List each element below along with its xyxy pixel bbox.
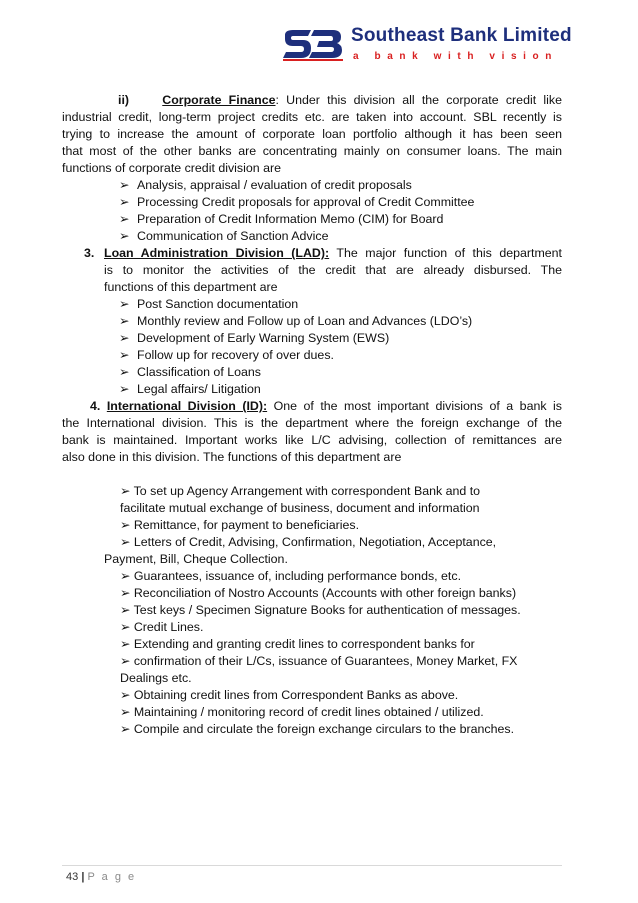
bank-name: Southeast Bank Limited [351, 25, 572, 46]
lad-bullets [76, 296, 562, 398]
lad-heading-line: Loan Administration Division (LAD): The major function of this department [104, 246, 562, 260]
bank-tagline: a bank with vision [353, 51, 558, 62]
arrow-bullet-icon: ➢ [120, 620, 131, 634]
list-item: ➢ Analysis, appraisal / evaluation of credit proposals [119, 178, 412, 192]
arrow-bullet-icon: ➢ [120, 705, 131, 719]
list-item: ➢ Test keys / Specimen Signature Books for authentication of messages. [120, 603, 521, 617]
arrow-bullet-icon: ➢ [119, 178, 130, 192]
page-footer [66, 869, 136, 886]
page-number: 43 [66, 871, 79, 883]
list-item: ➢ Extending and granting credit lines to correspondent banks for [120, 637, 475, 651]
paragraph-line: that most of the other banks are concentrating mainly on consumer loans. The main [62, 144, 562, 158]
paragraph-line: functions of this department are [104, 280, 278, 294]
list-item-continuation: Dealings etc. [120, 671, 192, 685]
paragraph-text: : Under this division all the corporate credit like [275, 93, 562, 107]
list-item: ➢ Credit Lines. [120, 620, 204, 634]
paragraph-line: functions of corporate credit division are [62, 161, 282, 175]
list-item: ➢ Remittance, for payment to beneficiaries. [120, 518, 360, 532]
arrow-bullet-icon: ➢ [120, 586, 131, 600]
list-item: ➢ Preparation of Credit Information Memo (CIM) for Board [119, 212, 444, 226]
list-item: ➢ Legal affairs/ Litigation [119, 382, 261, 396]
arrow-bullet-icon: ➢ [120, 603, 131, 617]
arrow-bullet-icon: ➢ [120, 637, 131, 651]
list-item: ➢ Compile and circulate the foreign exchange circulars to the branches. [120, 722, 515, 736]
arrow-bullet-icon: ➢ [120, 535, 131, 549]
page-body [62, 92, 562, 738]
arrow-bullet-icon: ➢ [120, 722, 131, 736]
arrow-bullet-icon: ➢ [119, 297, 130, 311]
list-item-continuation: Payment, Bill, Cheque Collection. [104, 552, 288, 566]
arrow-bullet-icon: ➢ [119, 314, 130, 328]
list-item: ➢ Communication of Sanction Advice [119, 229, 329, 243]
lad-title: Loan Administration Division (LAD): [104, 246, 330, 260]
list-item: ➢ Monthly review and Follow up of Loan and Advances (LDO’s) [119, 314, 473, 328]
paragraph-line: trying to increase the amount of corporate loan portfolio although it has been seen [62, 127, 562, 141]
list-item: ➢ Processing Credit proposals for approval of Credit Committee [119, 195, 475, 209]
corporate-finance-heading-line [76, 92, 562, 109]
arrow-bullet-icon: ➢ [120, 569, 131, 583]
arrow-bullet-icon: ➢ [119, 195, 130, 209]
list-item: ➢ Guarantees, issuance of, including performance bonds, etc. [120, 569, 462, 583]
footer-separator: | [81, 871, 85, 883]
list-item: ➢ Development of Early Warning System (EWS) [119, 331, 390, 345]
arrow-bullet-icon: ➢ [119, 365, 130, 379]
list-item: ➢ Follow up for recovery of over dues. [119, 348, 334, 362]
intl-title: International Division (ID): [106, 399, 268, 413]
paragraph-line: bank is maintained. Important works like L/C advising, collection of remittances are [62, 433, 562, 447]
paragraph-line: is to monitor the activities of the credit that are already disbursed. The [104, 263, 562, 277]
paragraph-line: the International division. This is the department where the foreign exchange of the [62, 416, 562, 430]
list-item: ➢ confirmation of their L/Cs, issuance of Guarantees, Money Market, FX [120, 654, 518, 668]
list-item: ➢ To set up Agency Arrangement with correspondent Bank and to [120, 484, 481, 498]
arrow-bullet-icon: ➢ [119, 229, 130, 243]
list-item: ➢ Obtaining credit lines from Correspondent Banks as above. [120, 688, 459, 702]
list-item: ➢ Reconciliation of Nostro Accounts (Accounts with other foreign banks) [120, 586, 517, 600]
section-number: 4. [90, 399, 101, 413]
section-number: 3. [84, 246, 95, 260]
list-item: ➢ Post Sanction documentation [119, 297, 299, 311]
paragraph-line: also done in this division. The functions of this department are [62, 450, 402, 464]
arrow-bullet-icon: ➢ [120, 518, 131, 532]
intl-bullets [76, 483, 562, 738]
bank-logo [281, 27, 621, 67]
section-number: ii) [118, 93, 130, 107]
footer-divider [62, 865, 562, 866]
arrow-bullet-icon: ➢ [119, 348, 130, 362]
arrow-bullet-icon: ➢ [120, 654, 131, 668]
page-label: P a g e [87, 871, 137, 883]
arrow-bullet-icon: ➢ [119, 382, 130, 396]
arrow-bullet-icon: ➢ [119, 212, 130, 226]
intl-heading-line: 4. International Division (ID): One of the most important divisions of a bank is [90, 399, 562, 413]
lad-section [76, 245, 562, 296]
list-item: ➢ Classification of Loans [119, 365, 261, 379]
arrow-bullet-icon: ➢ [119, 331, 130, 345]
arrow-bullet-icon: ➢ [120, 688, 131, 702]
corporate-finance-title: Corporate Finance [162, 93, 276, 107]
corporate-finance-bullets [76, 177, 562, 245]
list-item-continuation: facilitate mutual exchange of business, document and information [120, 501, 480, 515]
arrow-bullet-icon: ➢ [120, 484, 131, 498]
paragraph-line: industrial credit, long-term project credits etc. are taken into account. SBL recently is [62, 110, 562, 124]
list-item: ➢ Letters of Credit, Advising, Confirmation, Negotiation, Acceptance, [120, 535, 497, 549]
sbl-logo-mark-icon [281, 27, 345, 61]
list-item: ➢ Maintaining / monitoring record of credit lines obtained / utilized. [120, 705, 484, 719]
